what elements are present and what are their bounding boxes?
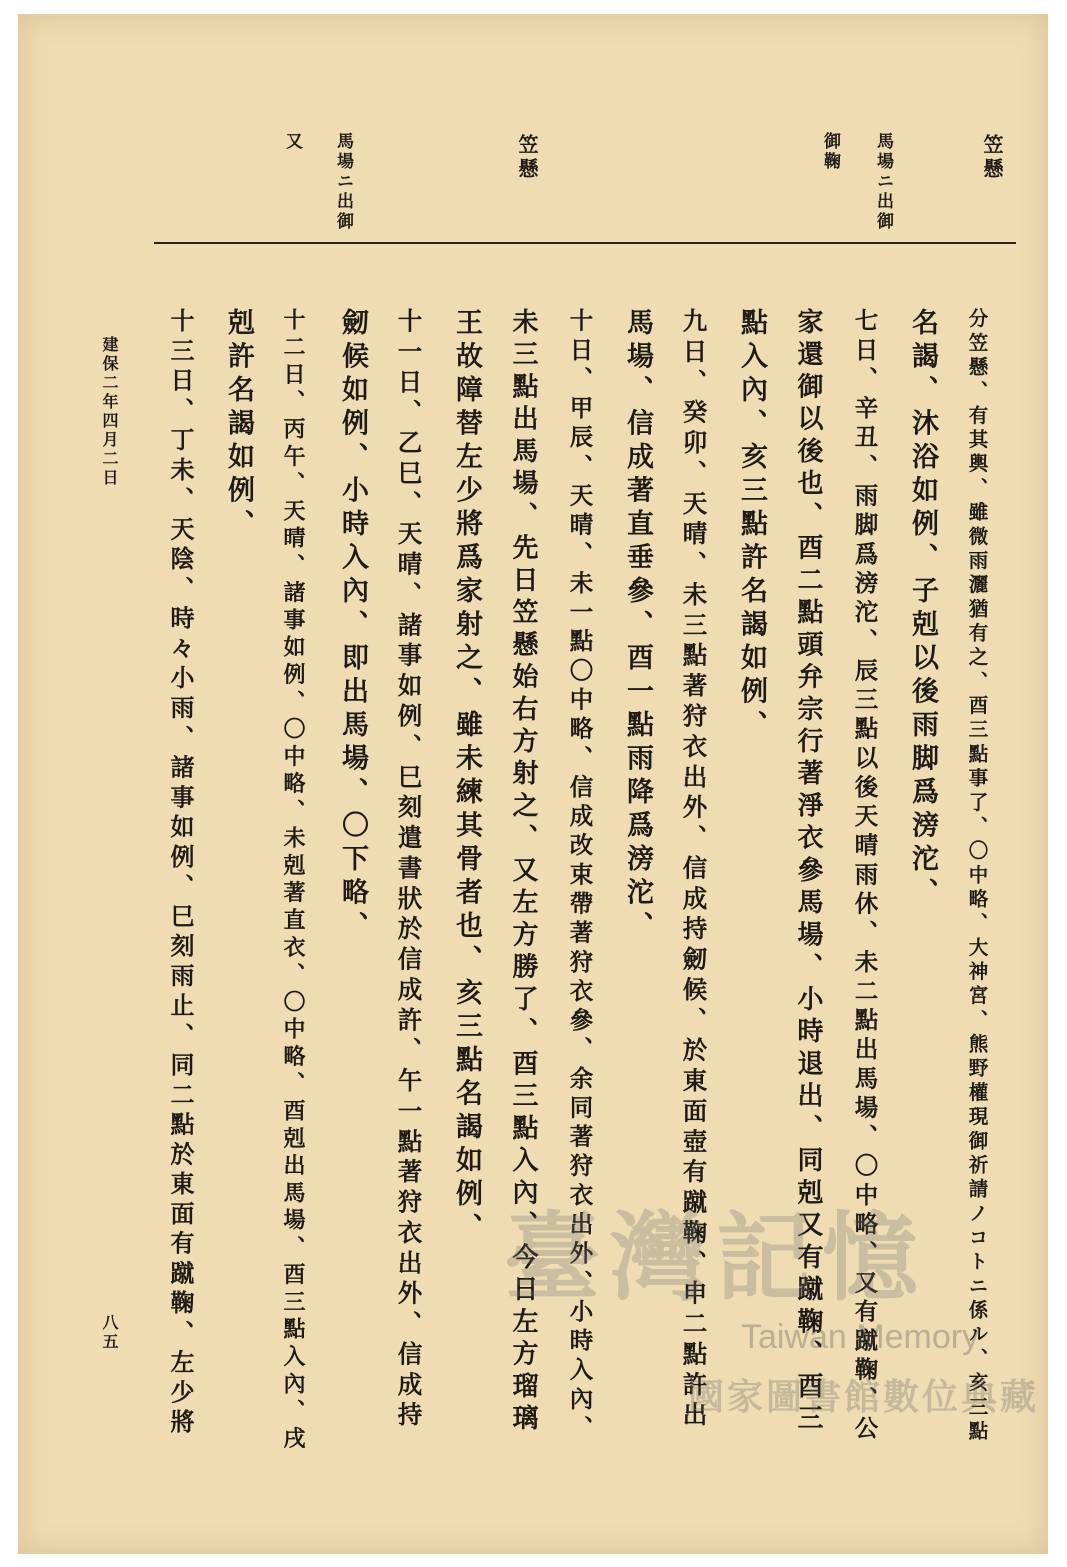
- text-column: 剋許名謁如例、: [223, 308, 254, 543]
- text-column: 七日、辛丑、雨脚爲滂沱、辰三點以後天晴雨休、未二點出馬場、〇中略、又有蹴鞠、公: [850, 308, 879, 1445]
- text-column: 未三點出馬場、先日笠懸始右方射之、又左方勝了、酉三點入內、今日左方瑠璃: [508, 308, 538, 1437]
- text-column: 十二日、丙午、天晴、諸事如例、〇中略、未剋著直衣、〇中略、酉剋出馬場、酉三點入內、戌: [280, 308, 306, 1454]
- headnote: 笠懸: [515, 134, 539, 182]
- page-number: 八五: [100, 1314, 119, 1352]
- text-column: 王故障替左少將爲家射之、雖未練其骨者也、亥三點名謁如例、: [451, 308, 482, 1246]
- watermark-english: Taiwan Memory: [741, 1318, 980, 1356]
- text-column: 劒候如例、小時入內、即出馬場、〇下略、: [337, 308, 368, 945]
- headnote: 御鞠: [820, 132, 840, 172]
- watermark-logo: 臺灣記憶: [504, 1201, 928, 1314]
- document-page: [18, 14, 1048, 1554]
- text-column: 十一日、乙巳、天晴、諸事如例、巳刻遣書狀於信成許、午一點著狩衣出外、信成持: [394, 308, 424, 1433]
- watermark-subtitle: 國家圖書館數位典藏: [688, 1376, 1040, 1418]
- headnote: 笠懸: [980, 134, 1004, 182]
- text-column: 馬場、信成著直垂參、酉一點雨降爲滂沱、: [622, 308, 653, 945]
- text-column: 十三日、丁未、天陰、時々小雨、諸事如例、巳刻雨止、同二點於東面有蹴鞠、左少將: [166, 308, 195, 1439]
- running-date: 建保二年四月二日: [100, 336, 119, 488]
- header-rule: [154, 242, 1016, 244]
- text-column: 家還御以後也、酉二點頭弁宗行著淨衣參馬場、小時退出、同剋又有蹴鞠、酉三: [793, 308, 823, 1437]
- headnote: 又: [282, 132, 302, 152]
- text-column: 九日、癸卯、天晴、未三點著狩衣出外、信成持劒候、於東面壺有蹴鞠、申二點許出: [679, 308, 709, 1433]
- headnote: 馬場ニ出御: [333, 132, 353, 232]
- text-column: 十日、甲辰、天晴、未一點〇中略、信成改束帶著狩衣參、余同著狩衣出外、小時入內、: [565, 308, 594, 1445]
- headnote: 馬場ニ出御: [873, 132, 893, 232]
- text-column: 名謁、沐浴如例、子剋以後雨脚爲滂沱、: [907, 308, 938, 911]
- text-column: 點入內、亥三點許名謁如例、: [736, 308, 767, 744]
- text-column: 分笠懸、有其輿、雖微雨灑猶有之、酉三點事了、〇中略、大神宮、熊野權現御祈請ノコトニ係ル、亥三點: [965, 308, 989, 1445]
